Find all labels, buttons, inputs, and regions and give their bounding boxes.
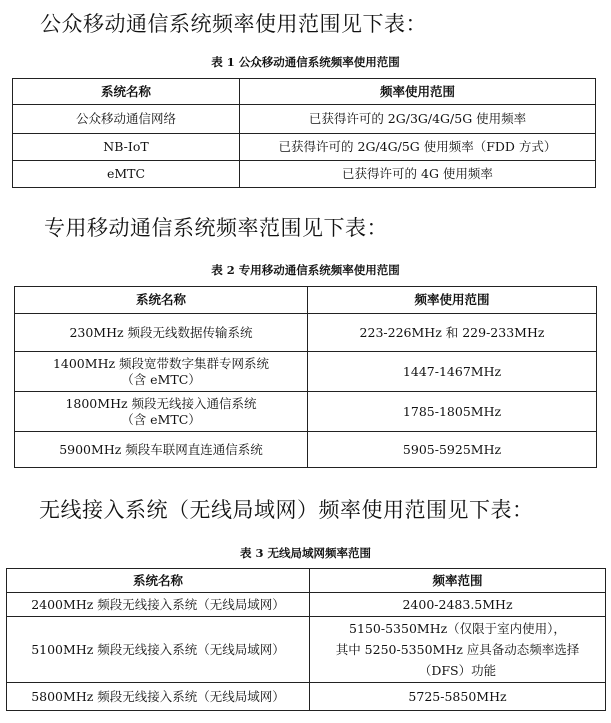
table-row [15,314,597,352]
table-row [7,683,606,711]
section-3-intro: 无线接入系统（无线局域网）频率使用范围见下表： [39,498,534,522]
table-1 [12,78,596,188]
column-header: 频率使用范围 [240,79,596,105]
column-header: 频率使用范围 [308,287,597,314]
table-2 [14,286,597,468]
table-cell: 5725-5850MHz [310,683,606,711]
column-header: 频率范围 [310,569,606,593]
section-2-intro: 专用移动通信系统频率范围见下表： [44,216,388,240]
table-cell: 公众移动通信网络 [13,105,240,134]
table-cell: 2400-2483.5MHz [310,593,606,617]
column-header: 系统名称 [13,79,240,105]
table-row [13,134,596,161]
table-row [7,617,606,683]
table-row [13,161,596,188]
column-header: 系统名称 [7,569,310,593]
table-cell: 1800MHz 频段无线接入通信系统 （含 eMTC） [15,392,308,432]
table-header-row [7,569,606,593]
table-cell: 1400MHz 频段宽带数字集群专网系统 （含 eMTC） [15,352,308,392]
table-cell: 1447-1467MHz [308,352,597,392]
table-1-caption: 表 1 公众移动通信系统频率使用范围 [211,55,400,69]
table-header-row [15,287,597,314]
table-header-row [13,79,596,105]
table-cell: 5150-5350MHz（仅限于室内使用）， 其中 5250-5350MHz 应具备动态频率选择 （DFS）功能 [310,617,606,683]
table-cell: 1785-1805MHz [308,392,597,432]
table-cell: 230MHz 频段无线数据传输系统 [15,314,308,352]
table-row [15,352,597,392]
table-cell: 5800MHz 频段无线接入系统（无线局域网） [7,683,310,711]
table-row [15,392,597,432]
table-cell: 2400MHz 频段无线接入系统（无线局域网） [7,593,310,617]
table-row [15,432,597,468]
table-cell: 5900MHz 频段车联网直连通信系统 [15,432,308,468]
table-row [7,593,606,617]
table-row [13,105,596,134]
section-1-intro: 公众移动通信系统频率使用范围见下表： [40,12,427,36]
table-cell: eMTC [13,161,240,188]
table-2-caption: 表 2 专用移动通信系统频率使用范围 [211,263,400,277]
table-cell: 已获得许可的 4G 使用频率 [240,161,596,188]
table-cell: 5100MHz 频段无线接入系统（无线局域网） [7,617,310,683]
table-3-caption: 表 3 无线局域网频率范围 [239,546,371,560]
table-cell: NB-IoT [13,134,240,161]
table-cell: 已获得许可的 2G/4G/5G 使用频率（FDD 方式） [240,134,596,161]
table-cell: 223-226MHz 和 229-233MHz [308,314,597,352]
column-header: 系统名称 [15,287,308,314]
table-cell: 已获得许可的 2G/3G/4G/5G 使用频率 [240,105,596,134]
table-cell: 5905-5925MHz [308,432,597,468]
table-3 [6,568,606,711]
